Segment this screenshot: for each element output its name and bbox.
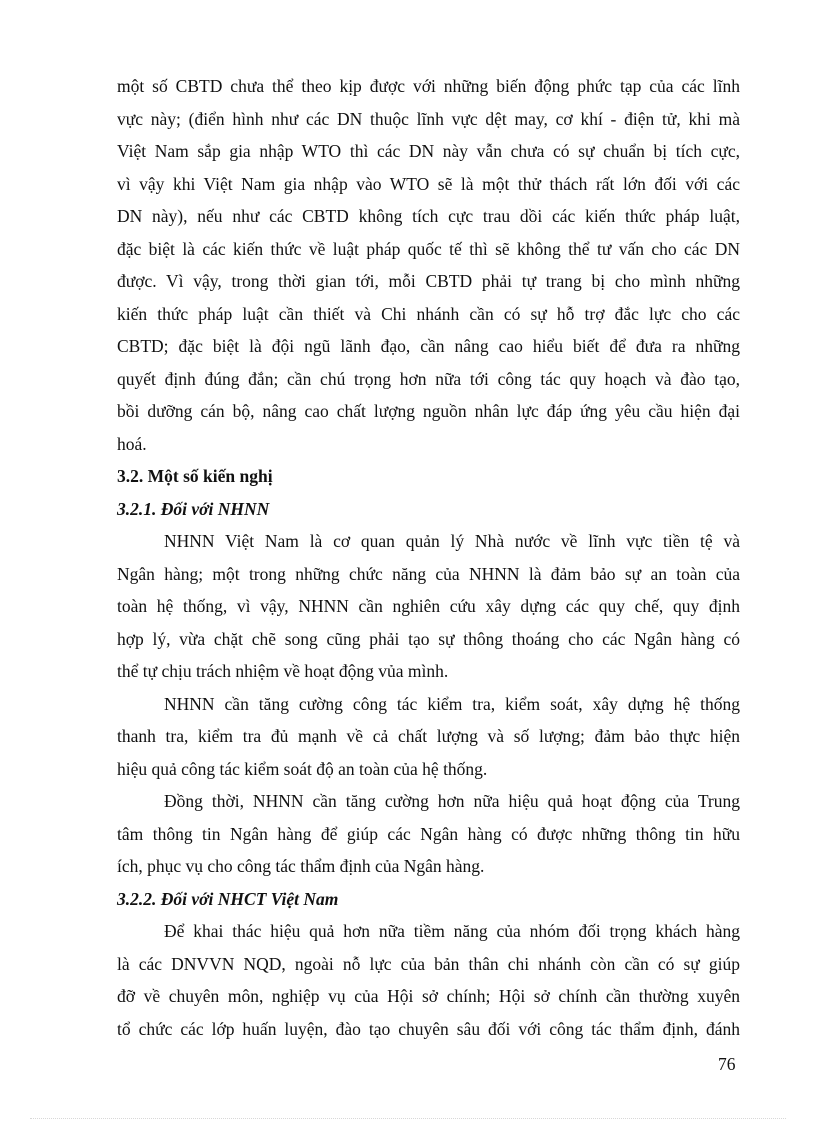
text-line: vực này; (điển hình như các DN thuộc lĩnh vực dệt may, cơ khí - điện tử, khi mà [117, 108, 740, 129]
text-line: bồi dưỡng cán bộ, nâng cao chất lượng nguồn nhân lực đáp ứng yêu cầu hiện đại [117, 401, 740, 421]
text-line: DN này), nếu như các CBTD không tích cực trau dồi các kiến thức pháp luật, [117, 206, 740, 226]
text-line: NHNN Việt Nam là cơ quan quản lý Nhà nước về lĩnh vực tiền tệ và [164, 531, 740, 551]
text-line: thể tự chịu trách nhiệm về hoạt động vủa mình. [117, 661, 449, 681]
text-line: Ngân hàng; một trong những chức năng của NHNN là đảm bảo sự an toàn của [117, 563, 740, 584]
text-line: được. Vì vậy, trong thời gian tới, mỗi CBTD phải tự trang bị cho mình những [117, 271, 740, 291]
paragraph [117, 785, 740, 883]
text-line: toàn hệ thống, vì vậy, NHNN cần nghiên cứu xây dựng các quy chế, quy định [117, 596, 740, 616]
text-line: Để khai thác hiệu quả hơn nữa tiềm năng của nhóm đối trọng khách hàng [164, 921, 740, 941]
text-line: là các DNVVN NQD, ngoài nỗ lực của bản thân chi nhánh còn cần có sự giúp [117, 953, 740, 974]
subsection-heading: 3.2.2. Đối với NHCT Việt Nam [117, 888, 339, 909]
paragraph [117, 915, 740, 1045]
text-line: một số CBTD chưa thể theo kịp được với những biến động phức tạp của các lĩnh [117, 76, 740, 96]
text-line: ích, phục vụ cho công tác thẩm định của Ngân hàng. [117, 856, 485, 876]
text-line: quyết định đúng đắn; cần chú trọng hơn nữa tới công tác quy hoạch và đào tạo, [117, 368, 740, 389]
text-line: đỡ về chuyên môn, nghiệp vụ của Hội sở chính; Hội sở chính cần thường xuyên [117, 986, 740, 1006]
text-line: kiến thức pháp luật cần thiết và Chi nhánh cần có sự hỗ trợ đắc lực cho các [117, 303, 740, 324]
text-line: hợp lý, vừa chặt chẽ song cũng phải tạo sự thông thoáng cho các Ngân hàng có [117, 628, 740, 649]
section-heading: 3.2. Một số kiến nghị [117, 466, 273, 486]
document-page [117, 70, 740, 1045]
text-line: Việt Nam sắp gia nhập WTO thì các DN này vẫn chưa có sự chuẩn bị tích cực, [117, 141, 740, 161]
text-line: CBTD; đặc biệt là đội ngũ lãnh đạo, cần nâng cao hiểu biết để đưa ra những [117, 336, 740, 356]
subsection-heading: 3.2.1. Đối với NHNN [117, 498, 270, 519]
paragraph [117, 525, 740, 688]
text-line: Đồng thời, NHNN cần tăng cường hơn nữa hiệu quả hoạt động của Trung [164, 791, 740, 811]
text-line: hoá. [117, 433, 147, 454]
footer-divider [30, 1118, 786, 1120]
paragraph [117, 70, 740, 460]
page-number: 76 [718, 1054, 736, 1074]
text-line: NHNN cần tăng cường công tác kiểm tra, kiểm soát, xây dựng hệ thống [164, 693, 740, 714]
paragraph [117, 688, 740, 786]
text-line: tâm thông tin Ngân hàng để giúp các Ngân hàng có được những thông tin hữu [117, 823, 740, 844]
text-line: hiệu quả công tác kiểm soát độ an toàn của hệ thống. [117, 758, 488, 779]
text-line: thanh tra, kiểm tra đủ mạnh về cả chất lượng và số lượng; đảm bảo thực hiện [117, 726, 740, 746]
text-line: tổ chức các lớp huấn luyện, đào tạo chuyên sâu đối với công tác thẩm định, đánh [117, 1018, 740, 1039]
text-line: vì vậy khi Việt Nam gia nhập vào WTO sẽ là một thử thách rất lớn đối với các [117, 173, 740, 194]
text-line: đặc biệt là các kiến thức về luật pháp quốc tế thì sẽ không thể tư vấn cho các DN [117, 238, 740, 259]
